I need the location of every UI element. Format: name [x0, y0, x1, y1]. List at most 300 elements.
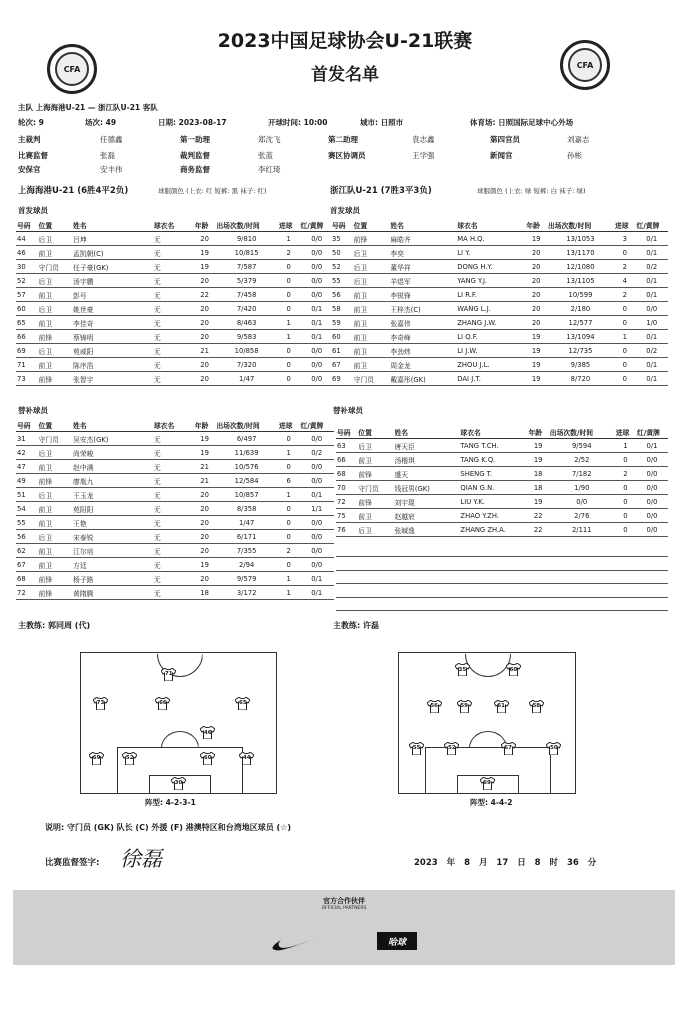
player-cell: 1 [278, 446, 300, 460]
column-header: 红/黄牌 [636, 221, 660, 230]
player-cell: 0 [615, 509, 636, 523]
player-row [16, 358, 334, 372]
player-cell: 9/579 [215, 572, 278, 586]
player-cell: 无 [153, 246, 194, 260]
player-cell: 68 [16, 572, 38, 586]
player-cell: 后卫 [38, 232, 72, 246]
player-cell: 0/0 [299, 260, 334, 274]
player-cell: 5/379 [215, 274, 278, 288]
player-cell: 20 [194, 372, 216, 386]
player-cell: 0 [278, 530, 300, 544]
player-cell: 前卫 [38, 358, 72, 372]
column-header: 姓名 [390, 221, 404, 230]
player-cell: 无 [153, 488, 194, 502]
column-header: 位置 [38, 221, 53, 230]
player-row [336, 523, 668, 537]
player-cell: 0/0 [299, 372, 334, 386]
official-ar1: 郑沈飞 [258, 135, 281, 144]
player-row [16, 302, 334, 316]
player-cell: 13/1094 [547, 330, 614, 344]
player-cell: 0/0 [636, 481, 668, 495]
player-cell: 69 [331, 372, 353, 386]
home-subs-table [16, 418, 334, 600]
player-cell: 无 [153, 344, 194, 358]
player-cell: 1 [278, 330, 300, 344]
player-cell: 60 [16, 302, 38, 316]
player-cell: 0 [278, 372, 300, 386]
player-shirt: 61 [494, 700, 509, 713]
player-cell: 钱冠男(GK) [393, 481, 459, 495]
player-cell: 8/463 [215, 316, 278, 330]
player-shirt: 58 [529, 700, 544, 713]
player-cell: 20 [194, 530, 216, 544]
official-press: 孙彬 [567, 151, 582, 160]
column-header: 出场次数/时间 [547, 221, 592, 230]
player-cell: 0/2 [299, 446, 334, 460]
player-cell: 52 [331, 260, 353, 274]
player-cell: 0/0 [299, 358, 334, 372]
column-header: 号码 [17, 421, 31, 430]
column-header: 球衣名 [153, 221, 175, 230]
player-cell: 0/0 [299, 530, 334, 544]
player-cell: 后卫 [38, 446, 72, 460]
player-cell: 20 [194, 502, 216, 516]
player-cell: 66 [16, 330, 38, 344]
player-cell: 1/90 [549, 481, 615, 495]
player-cell: 2/76 [549, 509, 615, 523]
partners-label: 官方合作伙伴 [323, 897, 365, 905]
player-row [16, 316, 334, 330]
player-shirt: 50 [546, 742, 561, 755]
player-cell: 无 [153, 474, 194, 488]
player-cell: 1/0 [636, 316, 668, 330]
player-cell: 0/1 [636, 372, 668, 386]
column-header: 姓名 [73, 221, 87, 230]
player-cell: 方廷 [72, 558, 153, 572]
player-cell: 张嘉伟 [389, 316, 456, 330]
player-cell: 0/1 [299, 488, 334, 502]
player-cell: 前卫 [38, 544, 72, 558]
player-row [16, 288, 334, 302]
player-cell: 6 [278, 474, 300, 488]
player-cell: 0/2 [636, 260, 668, 274]
player-cell: TANG K.Q. [459, 453, 527, 467]
player-cell: LI J.W. [456, 344, 525, 358]
column-header: 球衣名 [457, 221, 478, 230]
player-cell: 20 [194, 232, 216, 246]
player-cell: 20 [525, 274, 547, 288]
player-row [331, 330, 668, 344]
player-cell: 20 [194, 274, 216, 288]
column-header: 位置 [353, 221, 368, 230]
match-city: 城市: 日照市 [360, 118, 404, 127]
match-kickoff: 开球时间: 10:00 [268, 118, 328, 127]
player-cell: 13/1170 [547, 246, 614, 260]
player-row [16, 446, 334, 460]
player-cell: 58 [331, 302, 353, 316]
player-shirt: 67 [501, 742, 516, 755]
player-cell: 19 [525, 358, 547, 372]
official-fourth: 刘嘉志 [567, 135, 590, 144]
player-cell: 7/458 [215, 288, 278, 302]
column-header: 位置 [358, 428, 372, 437]
player-cell: 72 [336, 495, 357, 509]
player-cell: 李锐锋 [389, 288, 456, 302]
player-cell: 麻皓齐 [389, 232, 456, 246]
player-shirt: 69 [89, 752, 104, 765]
away-coach: 主教练: 许磊 [333, 621, 379, 630]
player-cell: 20 [525, 302, 547, 316]
player-cell: LI R.F. [456, 288, 525, 302]
player-row [16, 530, 334, 544]
official-ref-sup-label: 裁判监督 [180, 151, 210, 160]
player-cell: 0/0 [299, 232, 334, 246]
player-shirt: 60 [506, 663, 521, 676]
match-round: 轮次: 9 [18, 118, 44, 127]
player-cell: 杨子路 [72, 572, 153, 586]
player-cell: 0/0 [299, 558, 334, 572]
away-kit: 球服颜色 (上衣: 绿 短裤: 白 袜子: 绿) [477, 187, 586, 195]
player-cell: 李奕 [389, 246, 456, 260]
player-cell: 无 [153, 446, 194, 460]
player-cell: 无 [153, 530, 194, 544]
player-shirt: 55 [409, 742, 424, 755]
player-cell: 彭号 [72, 288, 153, 302]
player-cell: 姚世豪 [72, 302, 153, 316]
player-cell: 张缄逸 [393, 523, 459, 537]
player-cell: 0/0 [636, 302, 668, 316]
player-cell: 王梓杰(C) [389, 302, 456, 316]
player-row [331, 288, 668, 302]
player-cell: 前锋 [353, 232, 390, 246]
player-cell: 1 [278, 488, 300, 502]
player-cell: 12/584 [215, 474, 278, 488]
player-row [331, 358, 668, 372]
player-row [336, 509, 668, 523]
player-shirt: 66 [155, 697, 170, 710]
player-cell: 0/0 [299, 460, 334, 474]
official-security-label: 安保官 [18, 165, 41, 174]
player-cell: 13/1105 [547, 274, 614, 288]
match-number: 场次: 49 [85, 118, 117, 127]
player-cell: 0/1 [636, 358, 668, 372]
player-cell: 后卫 [357, 439, 393, 453]
player-cell: 前锋 [38, 330, 72, 344]
match-stadium: 体育场: 日照国际足球中心外场 [470, 118, 574, 127]
player-cell: 19 [194, 432, 216, 446]
player-cell: 守门员 [357, 481, 393, 495]
player-cell: 前卫 [353, 302, 390, 316]
player-cell: 0/0 [549, 495, 615, 509]
player-cell: 0 [278, 274, 300, 288]
player-cell: 9/594 [549, 439, 615, 453]
player-cell: 71 [16, 358, 38, 372]
column-header: 出场次数/时间 [549, 428, 594, 437]
player-cell: 19 [528, 453, 549, 467]
player-cell: 无 [153, 460, 194, 474]
player-row [331, 372, 668, 386]
player-cell: 55 [16, 516, 38, 530]
player-cell: 汤宇鹏 [72, 274, 153, 288]
player-cell: 后卫 [38, 302, 72, 316]
player-cell: 18 [528, 481, 549, 495]
player-cell: 19 [525, 372, 547, 386]
player-cell: LIU Y.K. [459, 495, 527, 509]
player-cell: 无 [153, 260, 194, 274]
player-cell: 0/1 [299, 302, 334, 316]
player-cell: 张智宇 [72, 372, 153, 386]
player-cell: 20 [525, 288, 547, 302]
signature-label: 比赛监督签字: [45, 858, 100, 868]
player-cell: 0 [278, 302, 300, 316]
player-row [16, 344, 334, 358]
player-cell: SHENG T. [459, 467, 527, 481]
player-cell: 唐天臣 [393, 439, 459, 453]
player-cell: 1 [615, 439, 636, 453]
player-cell: 2 [278, 246, 300, 260]
player-cell: 陈序浩 [72, 358, 153, 372]
player-cell: 7/320 [215, 358, 278, 372]
player-cell: 盛天 [393, 467, 459, 481]
column-header: 年龄 [194, 221, 209, 230]
player-shirt: 65 [235, 697, 250, 710]
player-cell: 0 [615, 481, 636, 495]
player-row [16, 460, 334, 474]
player-cell: 王艳 [72, 516, 153, 530]
player-cell: 0 [614, 246, 636, 260]
player-cell: 0 [615, 453, 636, 467]
home-formation-pitch [80, 652, 277, 794]
home-starters-table [16, 218, 334, 386]
player-cell: 0/1 [299, 572, 334, 586]
player-cell: 无 [153, 302, 194, 316]
player-cell: 4 [614, 274, 636, 288]
player-cell: 前卫 [38, 316, 72, 330]
player-cell: 19 [525, 232, 547, 246]
player-cell: 65 [16, 316, 38, 330]
player-cell: 无 [153, 372, 194, 386]
player-cell: 22 [194, 288, 216, 302]
player-row [331, 246, 668, 260]
player-cell: 前卫 [38, 516, 72, 530]
official-fourth-label: 第四官员 [490, 135, 520, 144]
player-cell: 0/0 [636, 453, 668, 467]
player-shirt: 60 [200, 752, 215, 765]
player-row [336, 439, 668, 453]
column-header: 姓名 [73, 421, 87, 430]
player-cell: 19 [528, 439, 549, 453]
partners-banner [13, 890, 675, 965]
player-shirt: 52 [122, 752, 137, 765]
official-ar1-label: 第一助理 [180, 135, 210, 144]
legend-note: 说明: 守门员 (GK) 队长 (C) 外援 (F) 港澳特区和台湾地区球员 (☆) [45, 823, 292, 832]
column-header: 进球 [614, 221, 629, 230]
supervisor-signature: 徐磊 [120, 847, 162, 871]
player-cell: 57 [16, 288, 38, 302]
player-cell: 59 [331, 316, 353, 330]
player-cell: 0/0 [299, 516, 334, 530]
player-cell: 羊煜军 [389, 274, 456, 288]
player-cell: 前卫 [353, 358, 390, 372]
player-row [16, 260, 334, 274]
column-header: 球衣名 [153, 421, 175, 430]
column-header: 红/黄牌 [637, 428, 660, 437]
player-cell: 0/0 [636, 523, 668, 537]
player-cell: 后卫 [38, 488, 72, 502]
player-cell: 王玉龙 [72, 488, 153, 502]
player-cell: 0/0 [299, 432, 334, 446]
official-ar2-label: 第二助理 [328, 135, 358, 144]
column-header: 进球 [615, 428, 630, 437]
away-formation-pitch [398, 652, 576, 794]
player-cell: 赵越宸 [393, 509, 459, 523]
player-cell: 前锋 [38, 372, 72, 386]
player-cell: 66 [336, 453, 357, 467]
player-cell: 后卫 [38, 530, 72, 544]
player-cell: 江尔培 [72, 544, 153, 558]
column-header: 红/黄牌 [300, 221, 324, 230]
official-referee: 任德鑫 [100, 135, 123, 144]
player-cell: 2/180 [547, 302, 614, 316]
player-row [331, 302, 668, 316]
player-cell: 8/358 [215, 502, 278, 516]
player-cell: 19 [525, 330, 547, 344]
player-cell: 无 [153, 232, 194, 246]
player-cell: 44 [16, 232, 38, 246]
official-referee-label: 主裁判 [18, 135, 41, 144]
player-cell: 廖胤九 [72, 474, 153, 488]
player-cell: 10/576 [215, 460, 278, 474]
column-header: 年龄 [526, 221, 540, 230]
cfa-logo-left: CFA [47, 44, 97, 94]
player-cell: 董华祥 [389, 260, 456, 274]
official-supervisor-label: 比赛监督 [18, 151, 48, 160]
player-cell: 0 [278, 260, 300, 274]
player-cell: 吕坤 [72, 232, 153, 246]
player-cell: 19 [194, 246, 216, 260]
player-cell: YANG Y.J. [456, 274, 525, 288]
player-cell: 67 [16, 558, 38, 572]
player-row [16, 474, 334, 488]
player-cell: 前卫 [353, 344, 390, 358]
player-row [331, 260, 668, 274]
player-cell: 0/1 [636, 439, 668, 453]
player-cell: 前锋 [38, 474, 72, 488]
player-cell: 前卫 [38, 460, 72, 474]
player-cell: 蔡锦明 [72, 330, 153, 344]
player-cell: 无 [153, 586, 194, 600]
player-cell: 22 [528, 509, 549, 523]
player-cell: TANG T.CH. [459, 439, 527, 453]
official-security: 安丰伟 [100, 165, 123, 174]
official-coord-label: 赛区协调员 [328, 151, 366, 160]
player-cell: 2 [615, 467, 636, 481]
home-coach: 主教练: 郭同周 (代) [18, 621, 91, 630]
player-cell: 1 [278, 572, 300, 586]
player-cell: 20 [194, 572, 216, 586]
player-cell: 2/52 [549, 453, 615, 467]
player-cell: 后卫 [353, 274, 390, 288]
player-cell: 19 [525, 344, 547, 358]
player-cell: 1/47 [215, 516, 278, 530]
player-cell: 3/172 [215, 586, 278, 600]
player-cell: LI Y. [456, 246, 525, 260]
column-header: 号码 [17, 221, 31, 230]
player-cell: 62 [16, 544, 38, 558]
player-cell: 0 [278, 288, 300, 302]
player-cell: 12/1080 [547, 260, 614, 274]
player-cell: 9/810 [215, 232, 278, 246]
player-cell: 刘宇琨 [393, 495, 459, 509]
player-cell: 无 [153, 558, 194, 572]
column-header: 出场次数/时间 [216, 221, 260, 230]
player-cell: 50 [331, 246, 353, 260]
player-cell: 0/0 [299, 474, 334, 488]
home-team-name: 上海海港U-21 (6胜4平2负) [18, 186, 129, 196]
player-row [16, 432, 334, 446]
partners-sub: OFFICIAL PARTNERS [321, 906, 367, 911]
player-cell: 0/1 [299, 316, 334, 330]
player-cell: 7/182 [549, 467, 615, 481]
player-cell: 11/639 [215, 446, 278, 460]
player-shirt: 69 [480, 777, 495, 790]
player-shirt: 46 [200, 726, 215, 739]
player-cell: DONG H.Y. [456, 260, 525, 274]
player-shirt: 71 [161, 668, 176, 681]
player-cell: 前卫 [38, 246, 72, 260]
player-row [331, 316, 668, 330]
player-cell: 无 [153, 502, 194, 516]
player-row [16, 572, 334, 586]
player-cell: 19 [194, 260, 216, 274]
match-teams: 主队 上海海港U-21 — 浙江队U-21 客队 [18, 103, 158, 112]
player-cell: 0/1 [636, 288, 668, 302]
player-cell: 47 [16, 460, 38, 474]
player-row [331, 274, 668, 288]
player-cell: 0/0 [299, 544, 334, 558]
player-cell: 0/0 [299, 288, 334, 302]
player-cell: 12/577 [547, 316, 614, 330]
player-cell: 67 [331, 358, 353, 372]
player-shirt: 30 [171, 777, 186, 790]
player-cell: 13/1053 [547, 232, 614, 246]
player-cell: 前卫 [353, 330, 390, 344]
player-cell: 20 [194, 330, 216, 344]
player-cell: 60 [331, 330, 353, 344]
player-cell: 2 [614, 260, 636, 274]
player-cell: 前卫 [353, 288, 390, 302]
player-cell: 0 [614, 358, 636, 372]
player-cell: 42 [16, 446, 38, 460]
official-supervisor: 张磊 [100, 151, 115, 160]
player-cell: 54 [16, 502, 38, 516]
player-cell: 56 [331, 288, 353, 302]
player-cell: 无 [153, 316, 194, 330]
player-cell: 6/171 [215, 530, 278, 544]
away-starters-table [331, 218, 668, 386]
official-press-label: 新闻官 [490, 151, 513, 160]
player-shirt: 59 [457, 700, 472, 713]
blank-row-line [336, 570, 668, 571]
document-subtitle: 首发名单 [311, 65, 379, 85]
player-cell: 56 [16, 530, 38, 544]
player-cell: 0 [278, 460, 300, 474]
player-cell: 75 [336, 509, 357, 523]
official-ar2: 袁志鑫 [412, 135, 435, 144]
player-cell: 戴嘉彤(GK) [389, 372, 456, 386]
player-cell: 0 [614, 316, 636, 330]
player-cell: 李劲炜 [389, 344, 456, 358]
